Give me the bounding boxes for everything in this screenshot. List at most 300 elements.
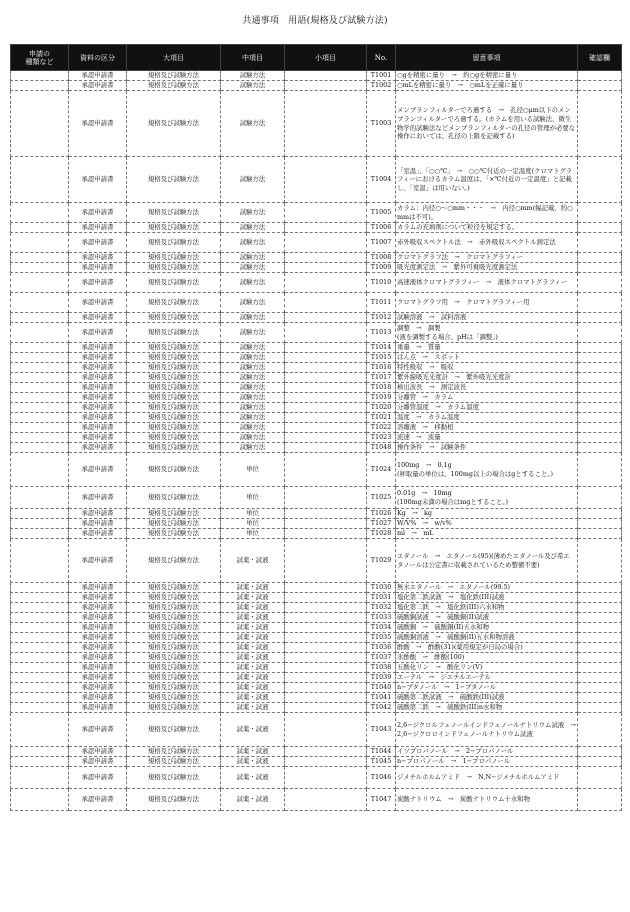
middle-item-cell: 試験方法 [221, 433, 285, 443]
document-category-cell: 承認申請書 [69, 223, 127, 233]
note-cell: ml → mL [396, 529, 578, 539]
major-item-cell: 規格及び試験方法 [127, 603, 221, 613]
document-category-cell: 承認申請書 [69, 539, 127, 583]
application-type-cell [11, 653, 69, 663]
minor-item-cell [285, 253, 367, 263]
table-body [11, 71, 622, 811]
item-number-cell: T1004 [367, 157, 396, 203]
item-number-cell: T1044 [367, 747, 396, 757]
middle-item-cell: 試薬・試液 [221, 663, 285, 673]
minor-item-cell [285, 423, 367, 433]
item-number-cell: T1001 [367, 71, 396, 81]
check-cell [578, 353, 622, 363]
middle-item-cell: 試験方法 [221, 343, 285, 353]
middle-item-cell: 試験方法 [221, 383, 285, 393]
major-item-cell: 規格及び試験方法 [127, 293, 221, 313]
note-cell: 氷酢酸 → 酢酸(100) [396, 653, 578, 663]
header-middle-item: 中項目 [221, 45, 285, 71]
middle-item-cell: 試薬・試液 [221, 539, 285, 583]
item-number-cell: T1036 [367, 643, 396, 653]
minor-item-cell [285, 653, 367, 663]
check-cell [578, 233, 622, 253]
note-cell: ○mLを精密に量り → ○mLを正確に量り [396, 81, 578, 91]
note-cell: 特性吸収 → 吸収 [396, 363, 578, 373]
check-cell [578, 653, 622, 663]
table-row [11, 353, 622, 363]
major-item-cell: 規格及び試験方法 [127, 747, 221, 757]
item-number-cell: T1005 [367, 203, 396, 223]
application-type-cell [11, 713, 69, 747]
document-category-cell: 承認申請書 [69, 403, 127, 413]
document-category-cell: 承認申請書 [69, 529, 127, 539]
check-cell [578, 757, 622, 767]
application-type-cell [11, 363, 69, 373]
note-cell: 炭酸ナトリウム → 炭酸ナトリウム十水和物 [396, 789, 578, 811]
major-item-cell: 規格及び試験方法 [127, 593, 221, 603]
application-type-cell [11, 789, 69, 811]
application-type-cell [11, 413, 69, 423]
table-row [11, 757, 622, 767]
check-cell [578, 539, 622, 583]
major-item-cell: 規格及び試験方法 [127, 703, 221, 713]
table-row [11, 633, 622, 643]
table-row [11, 789, 622, 811]
check-cell [578, 453, 622, 487]
minor-item-cell [285, 71, 367, 81]
application-type-cell [11, 353, 69, 363]
note-cell: 塩化第二鉄試液 → 塩化鉄(III)試液 [396, 593, 578, 603]
table-row [11, 509, 622, 519]
item-number-cell: T1038 [367, 663, 396, 673]
note-cell: ○gを精密に量り → 約○gを精密に量り [396, 71, 578, 81]
check-cell [578, 767, 622, 789]
major-item-cell: 規格及び試験方法 [127, 233, 221, 253]
middle-item-cell: 試験方法 [221, 363, 285, 373]
check-cell [578, 91, 622, 157]
middle-item-cell: 試験方法 [221, 273, 285, 293]
table-row [11, 273, 622, 293]
minor-item-cell [285, 603, 367, 613]
major-item-cell: 規格及び試験方法 [127, 393, 221, 403]
header-document-category: 資料の区分 [69, 45, 127, 71]
check-cell [578, 529, 622, 539]
minor-item-cell [285, 713, 367, 747]
check-cell [578, 263, 622, 273]
middle-item-cell: 試験方法 [221, 353, 285, 363]
check-cell [578, 443, 622, 453]
note-cell: ジメチルホルムアミド → N,N−ジメチルホルムアミド [396, 767, 578, 789]
check-cell [578, 373, 622, 383]
application-type-cell [11, 433, 69, 443]
application-type-cell [11, 263, 69, 273]
major-item-cell: 規格及び試験方法 [127, 623, 221, 633]
application-type-cell [11, 509, 69, 519]
check-cell [578, 393, 622, 403]
minor-item-cell [285, 633, 367, 643]
note-cell: エーテル → ジエチルエーテル [396, 673, 578, 683]
middle-item-cell: 試験方法 [221, 203, 285, 223]
item-number-cell: T1035 [367, 633, 396, 643]
note-cell: Kg → kg [396, 509, 578, 519]
item-number-cell: T1040 [367, 683, 396, 693]
middle-item-cell: 試薬・試液 [221, 593, 285, 603]
document-category-cell: 承認申請書 [69, 509, 127, 519]
item-number-cell: T1045 [367, 757, 396, 767]
note-cell: 調整 → 調製 (液を調製する場合、pHは「調整」) [396, 323, 578, 343]
minor-item-cell [285, 623, 367, 633]
table-row [11, 443, 622, 453]
minor-item-cell [285, 529, 367, 539]
document-category-cell: 承認申請書 [69, 91, 127, 157]
minor-item-cell [285, 509, 367, 519]
minor-item-cell [285, 539, 367, 583]
document-category-cell: 承認申請書 [69, 343, 127, 353]
middle-item-cell: 試験方法 [221, 403, 285, 413]
check-cell [578, 693, 622, 703]
application-type-cell [11, 703, 69, 713]
document-category-cell: 承認申請書 [69, 443, 127, 453]
major-item-cell: 規格及び試験方法 [127, 433, 221, 443]
major-item-cell: 規格及び試験方法 [127, 157, 221, 203]
major-item-cell: 規格及び試験方法 [127, 203, 221, 223]
middle-item-cell: 試薬・試液 [221, 673, 285, 683]
item-number-cell: T1006 [367, 223, 396, 233]
minor-item-cell [285, 263, 367, 273]
application-type-cell [11, 293, 69, 313]
item-number-cell: T1048 [367, 443, 396, 453]
page-title: 共通事項 用語(規格及び試験方法) [242, 16, 388, 26]
table-row [11, 539, 622, 583]
application-type-cell [11, 663, 69, 673]
note-cell: クロマトグラフ法 → クロマトグラフィー [396, 253, 578, 263]
middle-item-cell: 試験方法 [221, 393, 285, 403]
note-cell: 吸光度測定法 → 紫外可視吸光度測定法 [396, 263, 578, 273]
table-row [11, 373, 622, 383]
minor-item-cell [285, 663, 367, 673]
document-category-cell: 承認申請書 [69, 373, 127, 383]
middle-item-cell: 試薬・試液 [221, 643, 285, 653]
check-cell [578, 703, 622, 713]
table-row [11, 529, 622, 539]
table-row [11, 91, 622, 157]
application-type-cell [11, 643, 69, 653]
check-cell [578, 583, 622, 593]
middle-item-cell: 単位 [221, 487, 285, 509]
major-item-cell: 規格及び試験方法 [127, 633, 221, 643]
middle-item-cell: 試験方法 [221, 323, 285, 343]
item-number-cell: T1008 [367, 253, 396, 263]
middle-item-cell: 試薬・試液 [221, 713, 285, 747]
middle-item-cell: 試験方法 [221, 293, 285, 313]
note-cell: n−ブタノール → 1−ブタノール [396, 683, 578, 693]
document-category-cell: 承認申請書 [69, 203, 127, 223]
middle-item-cell: 試薬・試液 [221, 789, 285, 811]
minor-item-cell [285, 703, 367, 713]
note-cell: 無水エタノール → エタノール(99.5) [396, 583, 578, 593]
table-row [11, 673, 622, 683]
major-item-cell: 規格及び試験方法 [127, 663, 221, 673]
minor-item-cell [285, 683, 367, 693]
table-row [11, 603, 622, 613]
minor-item-cell [285, 91, 367, 157]
table-row [11, 683, 622, 693]
note-cell: 流速 → 流量 [396, 433, 578, 443]
application-type-cell [11, 443, 69, 453]
middle-item-cell: 試薬・試液 [221, 633, 285, 643]
table-row [11, 653, 622, 663]
document-category-cell: 承認申請書 [69, 157, 127, 203]
minor-item-cell [285, 323, 367, 343]
application-type-cell [11, 529, 69, 539]
check-cell [578, 487, 622, 509]
header-notes: 留意事項 [396, 45, 578, 71]
middle-item-cell: 試験方法 [221, 253, 285, 263]
application-type-cell [11, 273, 69, 293]
major-item-cell: 規格及び試験方法 [127, 613, 221, 623]
check-cell [578, 613, 622, 623]
note-cell: 「室温」、「○○℃」 → ○○℃付近の一定温度(クロマトグラフィーにおけるカラム温度は、「×℃付近の一定温度」と記載し、「室温」は用いない。) [396, 157, 578, 203]
application-type-cell [11, 757, 69, 767]
major-item-cell: 規格及び試験方法 [127, 583, 221, 593]
document-category-cell: 承認申請書 [69, 623, 127, 633]
document-category-cell: 承認申請書 [69, 613, 127, 623]
major-item-cell: 規格及び試験方法 [127, 683, 221, 693]
major-item-cell: 規格及び試験方法 [127, 487, 221, 509]
header-application-type: 申請の 種類など [11, 45, 69, 71]
item-number-cell: T1023 [367, 433, 396, 443]
note-cell: 2,6−ジクロルフェノールインドフェノールナトリウム試液 → 2,6−ジクロロインドフェノールナトリウム試液 [396, 713, 578, 747]
note-cell: 操作条件 → 試験条件 [396, 443, 578, 453]
note-cell: 分離管 → カラム [396, 393, 578, 403]
application-type-cell [11, 519, 69, 529]
document-category-cell: 承認申請書 [69, 487, 127, 509]
document-category-cell: 承認申請書 [69, 593, 127, 603]
application-type-cell [11, 253, 69, 263]
application-type-cell [11, 693, 69, 703]
middle-item-cell: 試薬・試液 [221, 623, 285, 633]
document-category-cell: 承認申請書 [69, 313, 127, 323]
minor-item-cell [285, 747, 367, 757]
minor-item-cell [285, 81, 367, 91]
document-category-cell: 承認申請書 [69, 263, 127, 273]
note-cell: 100mg → 0.1g (秤取量の単位は、100mg以上の場合はgとすること。) [396, 453, 578, 487]
document-category-cell: 承認申請書 [69, 253, 127, 263]
minor-item-cell [285, 393, 367, 403]
application-type-cell [11, 81, 69, 91]
document-category-cell: 承認申請書 [69, 453, 127, 487]
middle-item-cell: 試薬・試液 [221, 583, 285, 593]
note-cell: 五酸化リン → 酸化リン(V) [396, 663, 578, 673]
item-number-cell: T1022 [367, 423, 396, 433]
note-cell: 硫酸第二鉄 → 硫酸鉄(III)n水和物 [396, 703, 578, 713]
document-category-cell: 承認申請書 [69, 383, 127, 393]
major-item-cell: 規格及び試験方法 [127, 403, 221, 413]
item-number-cell: T1011 [367, 293, 396, 313]
middle-item-cell: 単位 [221, 519, 285, 529]
middle-item-cell: 試験方法 [221, 413, 285, 423]
table-row [11, 323, 622, 343]
document-category-cell: 承認申請書 [69, 673, 127, 683]
middle-item-cell: 試薬・試液 [221, 613, 285, 623]
note-cell: 紫外線吸光光度計 → 紫外吸光光度計 [396, 373, 578, 383]
item-number-cell: T1047 [367, 789, 396, 811]
item-number-cell: T1016 [367, 363, 396, 373]
document-category-cell: 承認申請書 [69, 693, 127, 703]
note-cell: 塩化第二鉄 → 塩化鉄(III)六水和物 [396, 603, 578, 613]
document-category-cell: 承認申請書 [69, 683, 127, 693]
note-cell: 硫酸銅 → 硫酸銅(II)五水和物 [396, 623, 578, 633]
minor-item-cell [285, 363, 367, 373]
item-number-cell: T1007 [367, 233, 396, 253]
middle-item-cell: 単位 [221, 529, 285, 539]
table-row [11, 293, 622, 313]
middle-item-cell: 試薬・試液 [221, 703, 285, 713]
note-cell: エタノール → エタノール(95)(薄めたエタノール及び希エタノールは公定書に収載されているため整備不要) [396, 539, 578, 583]
document-category-cell: 承認申請書 [69, 423, 127, 433]
item-number-cell: T1046 [367, 767, 396, 789]
application-type-cell [11, 71, 69, 81]
check-cell [578, 203, 622, 223]
middle-item-cell: 試薬・試液 [221, 757, 285, 767]
minor-item-cell [285, 433, 367, 443]
item-number-cell: T1026 [367, 509, 396, 519]
application-type-cell [11, 603, 69, 613]
item-number-cell: T1002 [367, 81, 396, 91]
note-cell: はん点 → スポット [396, 353, 578, 363]
major-item-cell: 規格及び試験方法 [127, 273, 221, 293]
major-item-cell: 規格及び試験方法 [127, 673, 221, 683]
document-category-cell: 承認申請書 [69, 273, 127, 293]
minor-item-cell [285, 223, 367, 233]
minor-item-cell [285, 789, 367, 811]
note-cell: 溶離液 → 移動相 [396, 423, 578, 433]
document-category-cell: 承認申請書 [69, 353, 127, 363]
note-cell: 酢酸 → 酢酸(31)(薬用規定が日局の場合) [396, 643, 578, 653]
application-type-cell [11, 323, 69, 343]
header-number: No. [367, 45, 396, 71]
requirements-table [10, 44, 622, 811]
major-item-cell: 規格及び試験方法 [127, 453, 221, 487]
item-number-cell: T1033 [367, 613, 396, 623]
table-row [11, 253, 622, 263]
table-row [11, 593, 622, 603]
minor-item-cell [285, 693, 367, 703]
table-row [11, 693, 622, 703]
middle-item-cell: 試験方法 [221, 313, 285, 323]
application-type-cell [11, 453, 69, 487]
note-cell: 赤外吸収スペクトル法 → 赤外吸収スペクトル測定法 [396, 233, 578, 253]
major-item-cell: 規格及び試験方法 [127, 383, 221, 393]
document-category-cell: 承認申請書 [69, 767, 127, 789]
minor-item-cell [285, 313, 367, 323]
item-number-cell: T1003 [367, 91, 396, 157]
item-number-cell: T1014 [367, 343, 396, 353]
item-number-cell: T1030 [367, 583, 396, 593]
document-category-cell: 承認申請書 [69, 519, 127, 529]
application-type-cell [11, 373, 69, 383]
major-item-cell: 規格及び試験方法 [127, 363, 221, 373]
check-cell [578, 313, 622, 323]
check-cell [578, 383, 622, 393]
middle-item-cell: 試験方法 [221, 233, 285, 253]
check-cell [578, 603, 622, 613]
middle-item-cell: 試験方法 [221, 443, 285, 453]
table-row [11, 313, 622, 323]
major-item-cell: 規格及び試験方法 [127, 81, 221, 91]
table-header [11, 45, 622, 71]
table-row [11, 453, 622, 487]
application-type-cell [11, 487, 69, 509]
major-item-cell: 規格及び試験方法 [127, 91, 221, 157]
check-cell [578, 663, 622, 673]
minor-item-cell [285, 157, 367, 203]
item-number-cell: T1028 [367, 529, 396, 539]
note-cell: メンブランフィルターでろ過する → 孔径○μm以下のメンブランフィルターでろ過する。(カラムを用いる試験法、微生物学的試験法などメンブランフィルターの孔径の管理が必要な操作においては、孔径の上限を記載する) [396, 91, 578, 157]
major-item-cell: 規格及び試験方法 [127, 343, 221, 353]
middle-item-cell: 試薬・試液 [221, 683, 285, 693]
check-cell [578, 433, 622, 443]
check-cell [578, 403, 622, 413]
document-category-cell: 承認申請書 [69, 583, 127, 593]
minor-item-cell [285, 443, 367, 453]
application-type-cell [11, 233, 69, 253]
item-number-cell: T1032 [367, 603, 396, 613]
application-type-cell [11, 633, 69, 643]
document-category-cell: 承認申請書 [69, 703, 127, 713]
table-row [11, 413, 622, 423]
check-cell [578, 713, 622, 747]
item-number-cell: T1025 [367, 487, 396, 509]
application-type-cell [11, 203, 69, 223]
item-number-cell: T1010 [367, 273, 396, 293]
middle-item-cell: 試験方法 [221, 71, 285, 81]
table-row [11, 81, 622, 91]
note-cell: 検出波長 → 測定波長 [396, 383, 578, 393]
table-row [11, 233, 622, 253]
major-item-cell: 規格及び試験方法 [127, 443, 221, 453]
check-cell [578, 323, 622, 343]
item-number-cell: T1018 [367, 383, 396, 393]
middle-item-cell: 試験方法 [221, 373, 285, 383]
document-category-cell: 承認申請書 [69, 393, 127, 403]
application-type-cell [11, 403, 69, 413]
application-type-cell [11, 593, 69, 603]
document-category-cell: 承認申請書 [69, 747, 127, 757]
application-type-cell [11, 91, 69, 157]
major-item-cell: 規格及び試験方法 [127, 643, 221, 653]
middle-item-cell: 試験方法 [221, 423, 285, 433]
item-number-cell: T1015 [367, 353, 396, 363]
header-check: 確認欄 [578, 45, 622, 71]
note-cell: 硫酸銅試液 → 硫酸銅(II)試液 [396, 613, 578, 623]
middle-item-cell: 単位 [221, 509, 285, 519]
major-item-cell: 規格及び試験方法 [127, 509, 221, 519]
major-item-cell: 規格及び試験方法 [127, 713, 221, 747]
table-row [11, 713, 622, 747]
middle-item-cell: 試験方法 [221, 91, 285, 157]
table-row [11, 703, 622, 713]
minor-item-cell [285, 353, 367, 363]
document-category-cell: 承認申請書 [69, 663, 127, 673]
major-item-cell: 規格及び試験方法 [127, 767, 221, 789]
item-number-cell: T1043 [367, 713, 396, 747]
document-category-cell: 承認申請書 [69, 413, 127, 423]
check-cell [578, 157, 622, 203]
document-category-cell: 承認申請書 [69, 713, 127, 747]
item-number-cell: T1019 [367, 393, 396, 403]
minor-item-cell [285, 767, 367, 789]
note-cell: 高速液体クロマトグラフィー → 液体クロマトグラフィー [396, 273, 578, 293]
